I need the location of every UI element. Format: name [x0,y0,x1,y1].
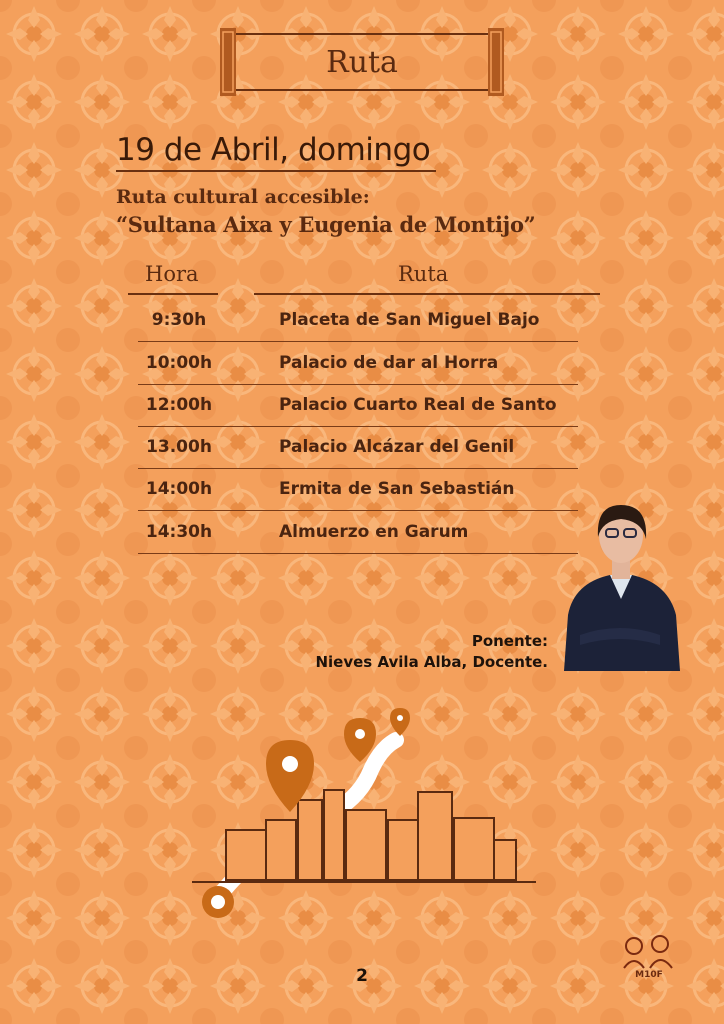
row-place: Palacio Alcázar del Genil [279,437,515,457]
header-divider-time [128,293,218,295]
title-frame [218,28,506,96]
organization-logo [614,928,684,994]
header-divider-route [254,293,600,295]
table-row [138,469,578,511]
route-illustration [186,700,546,930]
page-number: 2 [356,966,368,986]
row-place: Palacio Cuarto Real de Santo [279,395,557,415]
speaker-portrait-icon [560,495,682,671]
city-route-icon [186,700,546,930]
row-time: 10:00h [145,353,213,373]
row-place: Placeta de San Miguel Bajo [279,310,540,330]
table-row [138,343,578,385]
speaker-photo [560,495,682,671]
column-header-route: Ruta [398,262,449,286]
table-row [138,300,578,342]
row-place: Palacio de dar al Horra [279,353,499,373]
row-divider [138,510,578,511]
row-place: Ermita de San Sebastián [279,479,515,499]
row-time: 13.00h [146,437,212,457]
row-time: 14:00h [145,479,213,499]
row-divider [138,341,578,342]
table-row [138,512,578,554]
column-header-time: Hora [145,262,199,286]
row-divider [138,553,578,554]
table-row [138,385,578,427]
route-subtitle: Ruta cultural accesible: [116,186,370,208]
speaker-label: Ponente: [471,632,548,650]
logo-text: M10F [635,970,663,980]
page-title: Ruta [326,44,398,80]
row-time: 14:30h [145,522,213,542]
event-date: 19 de Abril, domingo [116,132,431,168]
row-time: 9:30h [151,310,207,330]
table-row [138,427,578,469]
date-divider [116,170,436,172]
route-name: “Sultana Aixa y Eugenia de Montijo” [116,212,536,237]
speaker-name: Nieves Avila Alba, Docente. [315,653,548,671]
row-time: 12:00h [145,395,213,415]
logo-figures-icon [614,928,684,972]
row-place: Almuerzo en Garum [279,522,469,542]
speaker-block [315,631,548,673]
